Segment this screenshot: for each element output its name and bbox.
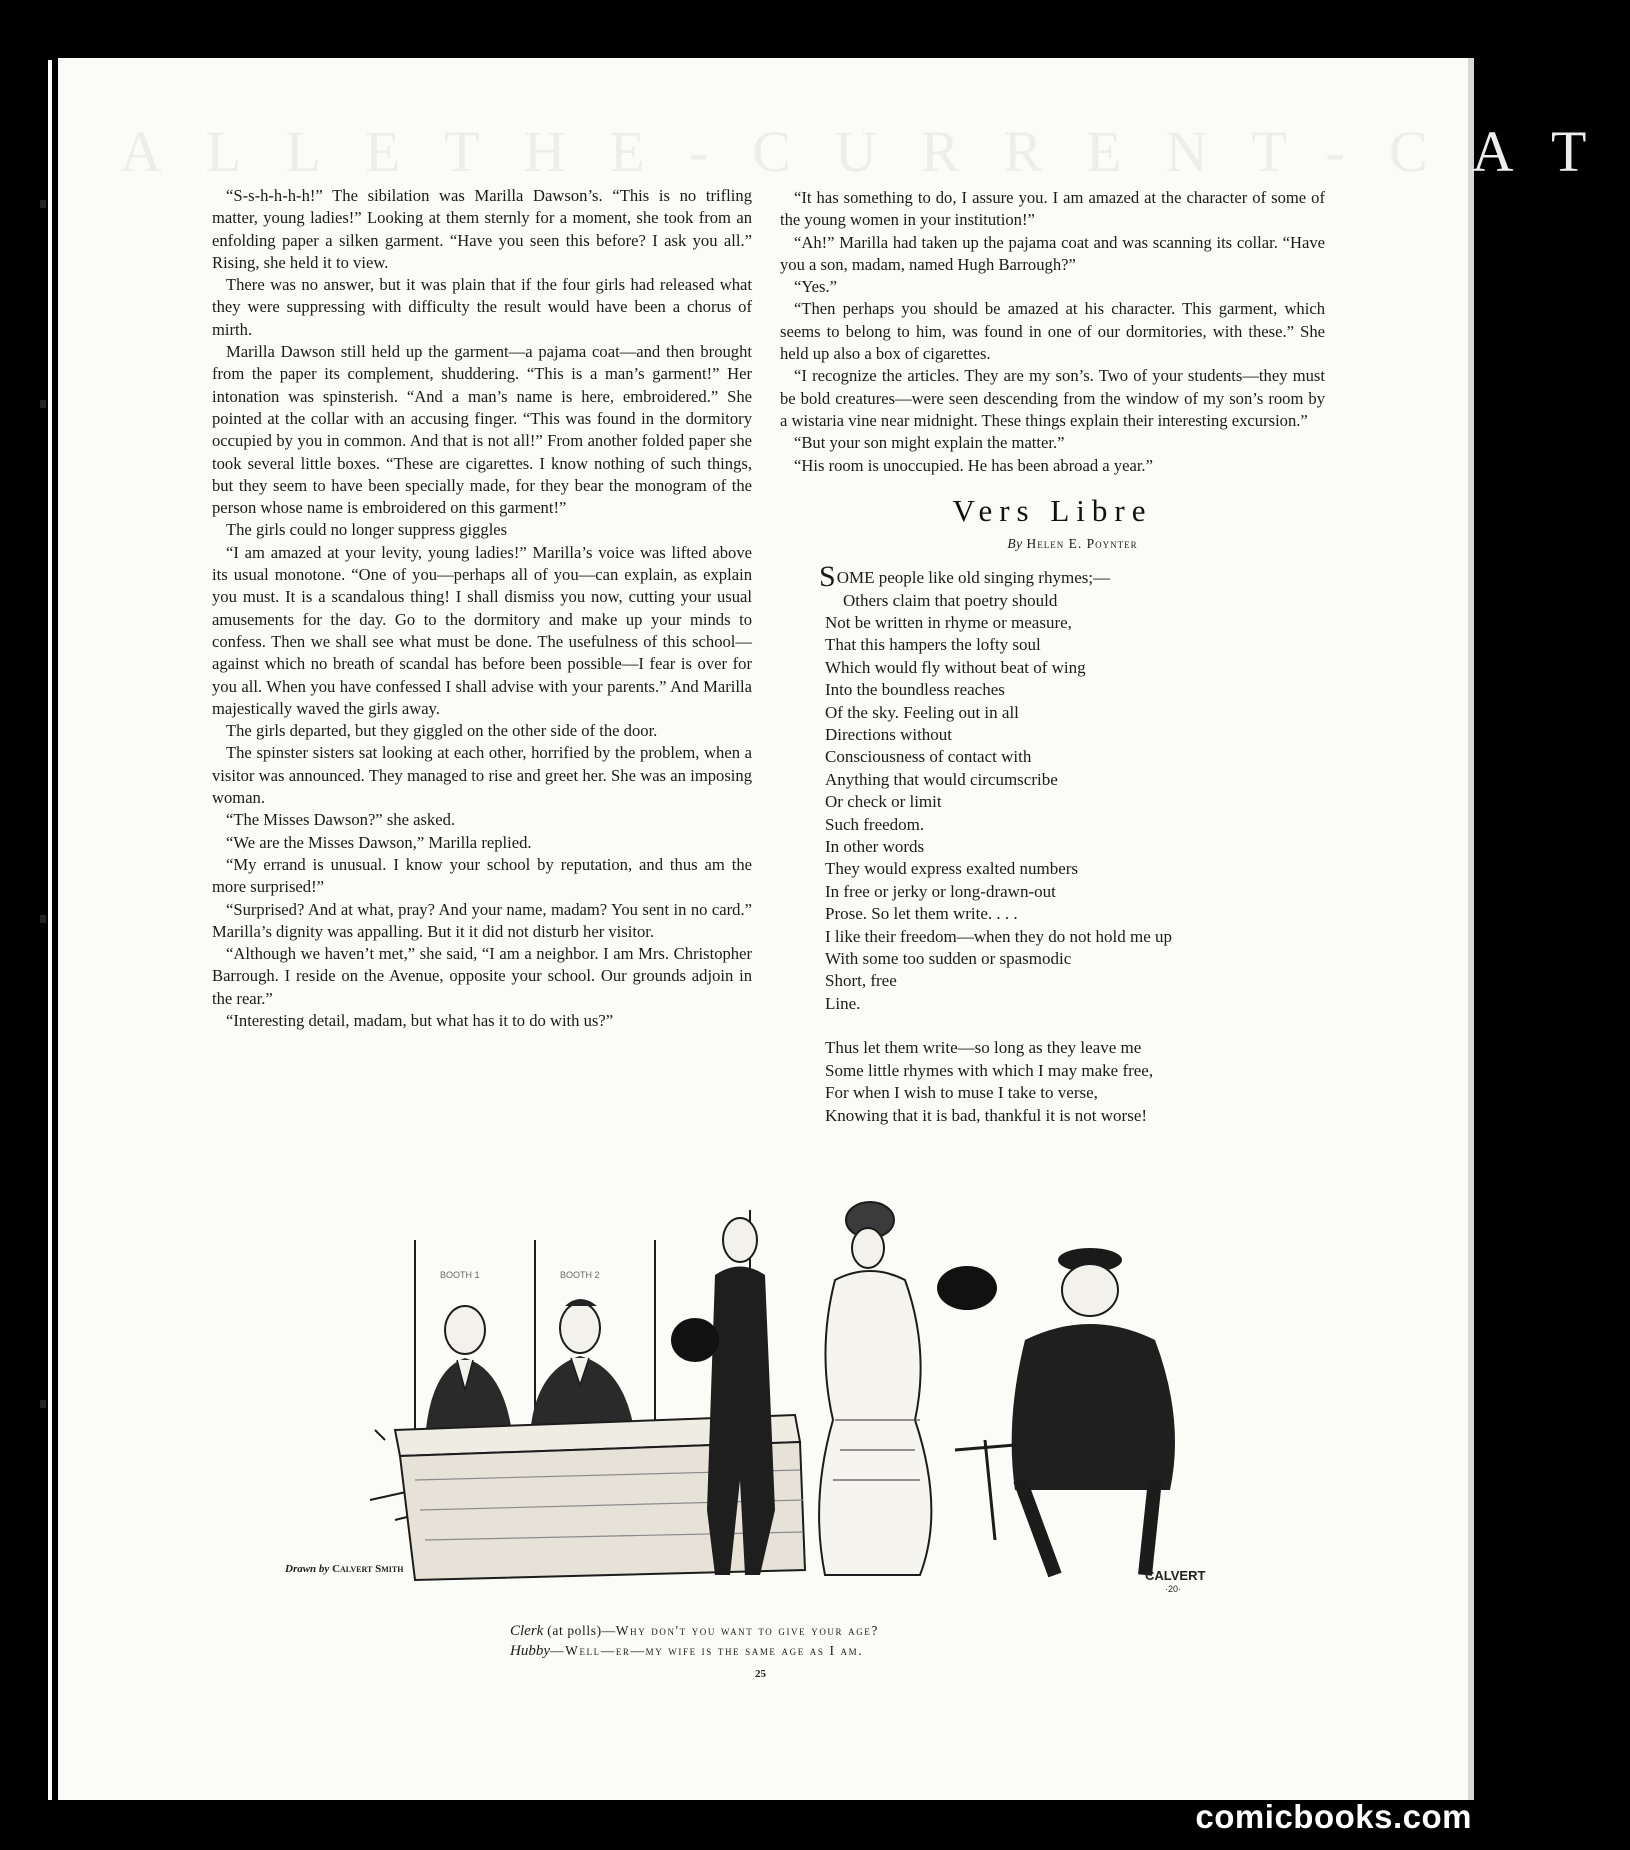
poem-line: With some too sudden or spasmodic: [825, 949, 1072, 969]
poem-line: They would express exalted numbers: [825, 859, 1079, 879]
cartoon-illustration: [355, 1180, 1245, 1595]
story-paragraph: “His room is unoccupied. He has been abroad a year.”: [794, 455, 1153, 475]
stanza-break: [825, 1015, 1325, 1037]
poem-line: Not be written in rhyme or measure,: [825, 612, 1072, 632]
booth-1-sign: BOOTH 1: [440, 1270, 480, 1280]
poem-line: In other words: [825, 837, 925, 857]
caption-dialogue: Why don't you want to give your age?: [615, 1623, 879, 1638]
poem-line: Some little rhymes with which I may make free,: [825, 1060, 1154, 1080]
poem-author: Helen E. Poynter: [1026, 535, 1138, 551]
clerk-right-figure: [530, 1299, 635, 1435]
binding-mark: [40, 200, 46, 208]
story-paragraph: “Surprised? And at what, pray? And your name, madam? You sent in no card.” Marilla’s dignity was appalling. But it it did not disturb her visitor.: [212, 899, 752, 941]
drop-cap: S: [819, 560, 836, 594]
story-paragraph: The girls departed, but they giggled on the other side of the door.: [226, 721, 658, 741]
poem-line: Consciousness of contact with: [825, 747, 1032, 767]
story-paragraph: There was no answer, but it was plain that if the four girls had released what they were suppressing with difficulty the result would have been a chorus of mirth.: [212, 275, 752, 339]
poem-first-line: [819, 560, 1325, 594]
poem-line: Knowing that it is bad, thankful it is not worse!: [825, 1105, 1148, 1125]
story-paragraph: The spinster sisters sat looking at each other, horrified by the problem, when a visitor was announced. They managed to rise and greet her. She was an imposing woman.: [212, 743, 752, 808]
poem-body: [819, 560, 1325, 1127]
illustration-credit: [285, 1563, 403, 1575]
story-paragraph: “Yes.”: [794, 277, 838, 297]
credit-artist: Calvert Smith: [332, 1563, 404, 1575]
caption-context: (at polls)—: [543, 1623, 616, 1638]
caption-speaker: Clerk: [510, 1623, 544, 1639]
poem-line: Which would fly without beat of wing: [825, 657, 1086, 677]
story-paragraph: “Although we haven’t met,” she said, “I am a neighbor. I am Mrs. Christopher Barrough. I reside on the Avenue, opposite your school. Our grounds adjoin in the rear.”: [212, 944, 752, 1008]
artist-signature-year: ·20·: [1165, 1584, 1182, 1594]
cartoon-caption: [510, 1621, 1070, 1661]
story-paragraph: “But your son might explain the matter.”: [794, 433, 1065, 453]
poem-line: That this hampers the lofty soul: [825, 635, 1041, 655]
poem-line: Prose. So let them write. . . .: [825, 904, 1018, 924]
bleed-through-text: ALLETHE-CURRENT-CAT: [120, 119, 1630, 184]
binding-mark: [40, 915, 46, 923]
byline-prefix: By: [1007, 535, 1027, 551]
story-paragraph: “I am amazed at your levity, young ladies!” Marilla’s voice was lifted above its usual monotone. “One of you—perhaps all of you—can explain, as explain you must. It is a scandalous thing! I shall dismiss you now, cutting your usual amusements for the day. Go to the dormitory and make up your minds to confess. Then we shall see what must be done. The usefulness of this school—against which no breath of scandal has before been possible—I fear is over for you all. When you have confessed I shall advise with your parents.” And Marilla majestically waved the girls away.: [212, 542, 752, 718]
story-paragraph: “The Misses Dawson?” she asked.: [226, 810, 456, 830]
poem-line: Others claim that poetry should: [843, 590, 1058, 610]
site-watermark: comicbooks.com: [1195, 1798, 1472, 1835]
story-paragraph: Marilla Dawson still held up the garment—a pajama coat—and then brought from the paper its complement, shuddering. “This is a man’s garment!” Her intonation was spinsterish. “And a man’s name is here, embroidered.” She pointed at the collar with an accusing finger. “This was found in the dormitory occupied by you in common. And that is not all!” From another folded paper she took several little boxes. “These are cigarettes. I know nothing of such things, but they seem to have been specially made, for they bear the monogram of the person whose name is embroidered on this garment!”: [212, 342, 752, 518]
story-paragraph: “Ah!” Marilla had taken up the pajama coat and was scanning its collar. “Have you a son, madam, named Hugh Barrough?”: [780, 232, 1325, 274]
caption-line-2: [510, 1641, 1070, 1661]
caption-line-1: [510, 1621, 1070, 1641]
poem-line: Line.: [825, 993, 861, 1013]
story-paragraph: The girls could no longer suppress giggles: [226, 520, 508, 540]
binding-mark: [40, 400, 46, 408]
poem-line: In free or jerky or long-drawn-out: [825, 881, 1056, 901]
poem-line: Of the sky. Feeling out in all: [825, 702, 1019, 722]
poem-line: Short, free: [825, 971, 897, 991]
artist-signature: CALVERT: [1145, 1568, 1206, 1583]
story-paragraph: “I recognize the articles. They are my son’s. Two of your students—they must be bold creatures—were seen descending from the window of my son’s room by a wistaria vine near midnight. These things explain their interesting excursion.”: [780, 366, 1325, 430]
story-paragraph: “Then perhaps you should be amazed at his character. This garment, which seems to belong to him, was found in one of our dormitories, with these.” She held up also a box of cigarettes.: [780, 299, 1325, 364]
poem-line: Into the boundless reaches: [825, 680, 1005, 700]
page-edge: [48, 60, 52, 1800]
page-number: 25: [755, 1668, 766, 1680]
poem-line-text: OME people like old singing rhymes;—: [836, 568, 1111, 588]
story-column-left: [212, 185, 752, 1032]
binding-mark: [40, 1400, 46, 1408]
poem-line: Or check or limit: [825, 792, 942, 812]
booth-2-sign: BOOTH 2: [560, 1270, 600, 1280]
story-paragraph: “We are the Misses Dawson,” Marilla replied.: [226, 832, 532, 852]
poem-line: Thus let them write—so long as they leave me: [825, 1038, 1142, 1058]
story-paragraph: “Interesting detail, madam, but what has it to do with us?”: [226, 1010, 614, 1030]
poem-line: Directions without: [825, 725, 953, 744]
story-column-right: [780, 187, 1325, 1127]
poem-line: I like their freedom—when they do not hold me up: [825, 926, 1172, 946]
poem-line: Such freedom.: [825, 814, 925, 834]
story-paragraph: “It has something to do, I assure you. I am amazed at the character of some of the young women in your institution!”: [780, 188, 1325, 230]
poem-line: For when I wish to muse I take to verse,: [825, 1083, 1098, 1103]
poem-title: Vers Libre: [952, 492, 1153, 528]
story-paragraph: “My errand is unusual. I know your school by reputation, and thus am the more surprised!”: [212, 854, 752, 897]
poem-byline: [820, 533, 1325, 555]
wife-figure: [819, 1202, 997, 1575]
caption-dialogue: —Well—er—my wife is the same age as I am.: [550, 1643, 864, 1658]
story-paragraph: “S-s-h-h-h-h!” The sibilation was Marilla Dawson’s. “This is no trifling matter, young ladies!” Looking at them sternly for a moment, she took from an enfolding paper a silken garment. “Have you seen this before? I ask you all.” Rising, she held it to view.: [212, 186, 752, 272]
credit-prefix: Drawn by: [285, 1563, 333, 1575]
clerk-left-figure: [425, 1306, 513, 1440]
caption-speaker: Hubby: [510, 1643, 550, 1659]
poem-line: Anything that would circumscribe: [825, 769, 1058, 789]
